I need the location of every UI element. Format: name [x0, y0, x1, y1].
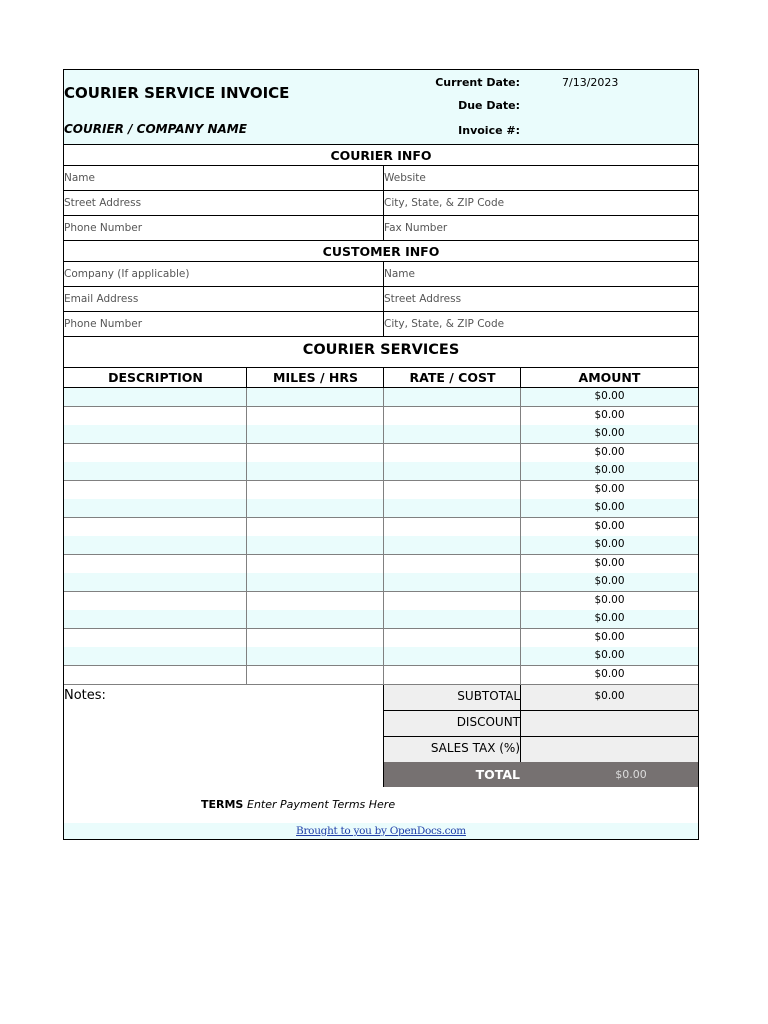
courier-services-title: COURIER SERVICES [302, 342, 460, 358]
invoice-number-label: Invoice #: [458, 124, 520, 137]
row-amount: $0.00 [594, 538, 625, 550]
divider [383, 367, 384, 387]
courier-fax-field[interactable]: Fax Number [384, 222, 448, 234]
courier-city-field[interactable]: City, State, & ZIP Code [384, 197, 505, 209]
column-divider [383, 388, 384, 684]
row-amount: $0.00 [594, 464, 625, 476]
terms-label: TERMS [201, 798, 244, 811]
discount-input[interactable] [521, 711, 698, 736]
row-amount: $0.00 [594, 649, 625, 661]
due-date-value[interactable] [562, 99, 682, 113]
divider [383, 165, 384, 240]
row-amount: $0.00 [594, 390, 625, 402]
divider [520, 367, 521, 387]
row-amount: $0.00 [594, 667, 625, 680]
subtotal-label: SUBTOTAL [457, 689, 520, 703]
divider [64, 336, 698, 337]
courier-info-title: COURIER INFO [330, 148, 432, 163]
customer-info-title: CUSTOMER INFO [322, 244, 440, 259]
divider [383, 261, 384, 336]
row-amount: $0.00 [594, 630, 625, 643]
row-amount: $0.00 [594, 408, 625, 421]
courier-street-field[interactable]: Street Address [64, 197, 142, 209]
sales-tax-label: SALES TAX (%) [430, 741, 520, 755]
divider [64, 367, 698, 368]
row-amount: $0.00 [594, 501, 625, 513]
courier-website-field[interactable]: Website [384, 172, 426, 184]
invoice-title: COURIER SERVICE INVOICE [64, 84, 290, 102]
sales-tax-input[interactable] [521, 737, 698, 762]
invoice-sheet [63, 69, 699, 840]
opendocs-link[interactable]: Brought to you by OpenDocs.com [296, 825, 466, 837]
row-amount: $0.00 [594, 427, 625, 439]
customer-email-field[interactable]: Email Address [64, 293, 139, 305]
divider [64, 190, 698, 191]
row-amount: $0.00 [594, 519, 625, 532]
subtotal-value: $0.00 [594, 690, 625, 702]
column-header-amount: AMOUNT [578, 370, 641, 385]
courier-name-field[interactable]: Name [64, 172, 95, 184]
column-divider [246, 388, 247, 684]
row-amount: $0.00 [594, 482, 625, 495]
row-amount: $0.00 [594, 575, 625, 587]
divider [64, 165, 698, 166]
divider [64, 215, 698, 216]
divider [64, 311, 698, 312]
customer-phone-field[interactable]: Phone Number [64, 318, 143, 330]
customer-name-field[interactable]: Name [384, 268, 415, 280]
column-header-description: DESCRIPTION [108, 370, 203, 385]
invoice-number-value[interactable] [562, 124, 682, 138]
column-header-miles: MILES / HRS [273, 370, 358, 385]
notes-label[interactable]: Notes: [64, 688, 106, 703]
current-date-value[interactable]: 7/13/2023 [562, 76, 619, 89]
current-date-label: Current Date: [435, 76, 520, 89]
total-label: TOTAL [475, 767, 520, 782]
courier-phone-field[interactable]: Phone Number [64, 222, 143, 234]
column-divider [520, 388, 521, 684]
row-amount: $0.00 [594, 445, 625, 458]
customer-city-field[interactable]: City, State, & ZIP Code [384, 318, 505, 330]
row-amount: $0.00 [594, 612, 625, 624]
due-date-label: Due Date: [458, 99, 520, 112]
row-amount: $0.00 [594, 556, 625, 569]
divider [64, 240, 698, 241]
terms-value[interactable]: Enter Payment Terms Here [247, 798, 396, 811]
discount-label: DISCOUNT [456, 715, 520, 729]
divider [64, 144, 698, 145]
total-value: $0.00 [615, 768, 647, 781]
divider [64, 286, 698, 287]
company-name[interactable]: COURIER / COMPANY NAME [64, 122, 247, 136]
customer-company-field[interactable]: Company (If applicable) [64, 268, 190, 280]
divider [64, 261, 698, 262]
customer-street-field[interactable]: Street Address [384, 293, 462, 305]
column-header-rate: RATE / COST [409, 370, 496, 385]
divider [246, 367, 247, 387]
row-amount: $0.00 [594, 593, 625, 606]
